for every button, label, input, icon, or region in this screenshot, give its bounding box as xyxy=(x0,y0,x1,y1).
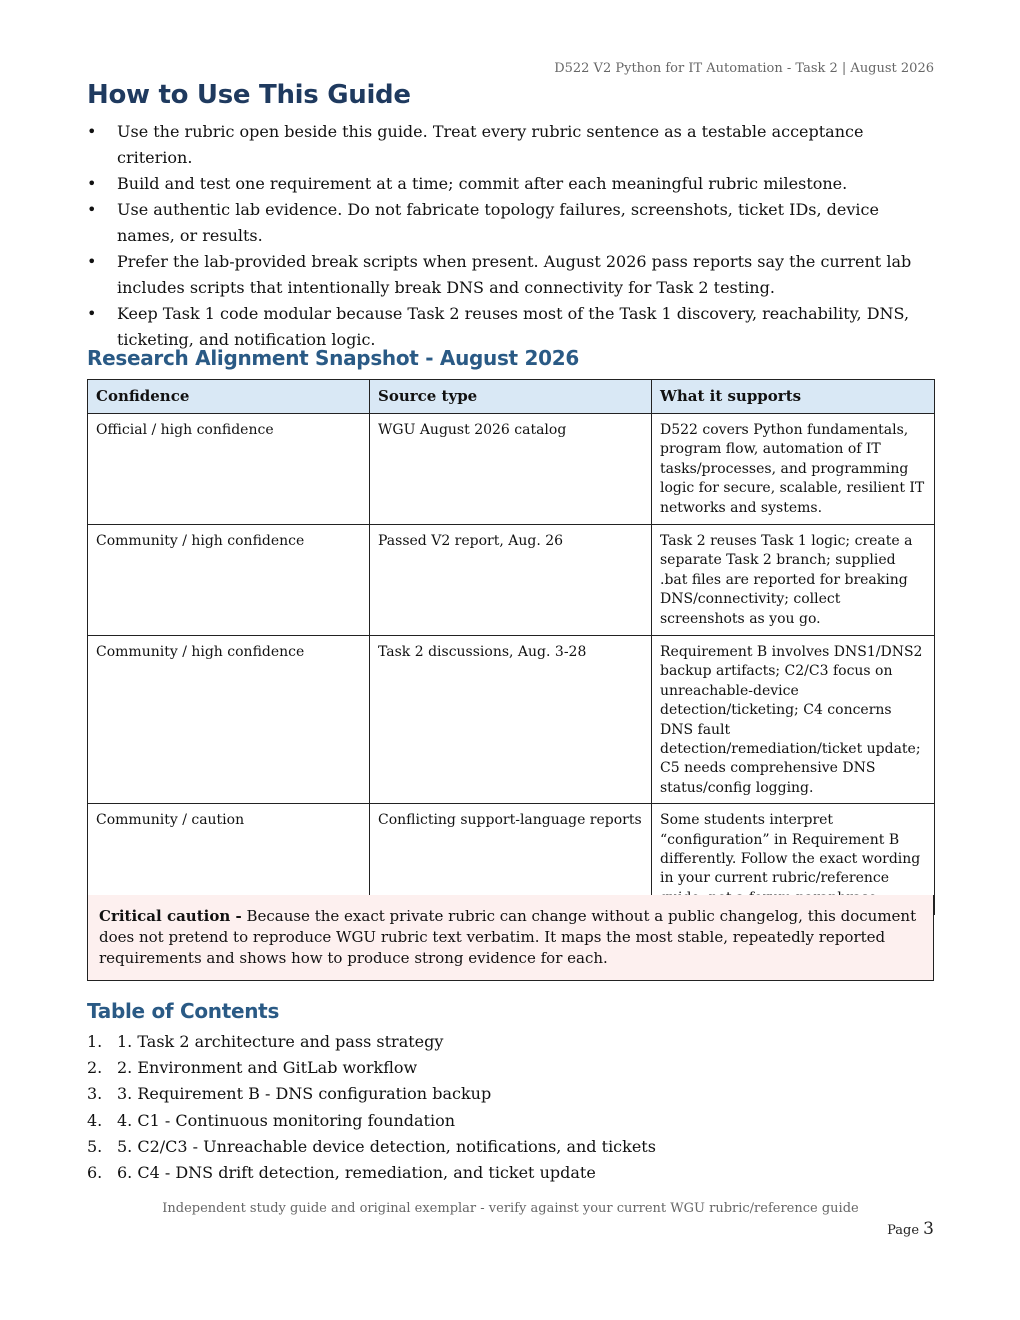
table-row xyxy=(88,414,935,525)
table-cell: Task 2 reuses Task 1 logic; create a separate Task 2 branch; supplied .bat files are reported for breaking DNS/connectivity; collect screenshots as you go. xyxy=(652,525,935,636)
table-cell: Community / caution xyxy=(88,804,370,915)
list-item-text: Use authentic lab evidence. Do not fabricate topology failures, screenshots, ticket IDs, device names, or results. xyxy=(117,200,879,245)
table-row xyxy=(88,525,935,636)
research-section-title: Research Alignment Snapshot - August 2026 xyxy=(87,346,579,370)
bullet-icon: • xyxy=(87,122,97,141)
toc-item[interactable] xyxy=(87,1029,934,1055)
toc-item-number: 5. xyxy=(87,1136,103,1156)
toc-item-number: 2. xyxy=(87,1058,103,1078)
toc-item-number: 6. xyxy=(87,1163,103,1183)
table-of-contents xyxy=(87,1029,934,1186)
bullet-icon: • xyxy=(87,200,97,219)
toc-item[interactable] xyxy=(87,1134,934,1160)
toc-item-number: 3. xyxy=(87,1084,103,1104)
bullet-icon: • xyxy=(87,174,97,193)
critical-caution-note xyxy=(87,895,934,981)
running-header: D522 V2 Python for IT Automation - Task 2 | August 2026 xyxy=(554,61,934,76)
page-label: Page xyxy=(887,1223,920,1238)
list-item-text: Build and test one requirement at a time; commit after each meaningful rubric milestone. xyxy=(117,174,848,193)
caution-text: Because the exact private rubric can change without a public changelog, this document does not pretend to reproduce WGU rubric text verbatim. It maps the most stable, repeatedly reported requirements and shows how to produce strong evidence for each. xyxy=(99,907,917,967)
toc-item-number: 1. xyxy=(87,1032,103,1051)
table-cell: Passed V2 report, Aug. 26 xyxy=(370,525,652,636)
caution-label: Critical caution - xyxy=(99,907,242,925)
toc-title: Table of Contents xyxy=(87,999,280,1023)
table-cell: Task 2 discussions, Aug. 3-28 xyxy=(370,636,652,804)
column-header-confidence: Confidence xyxy=(88,380,370,414)
toc-item-label: 2. Environment and GitLab workflow xyxy=(117,1058,418,1078)
table-cell: Community / high confidence xyxy=(88,636,370,804)
column-header-what-it-supports: What it supports xyxy=(652,380,935,414)
bullet-icon: • xyxy=(87,252,97,271)
page-title: How to Use This Guide xyxy=(87,80,411,110)
toc-item[interactable] xyxy=(87,1055,934,1081)
table-header-row xyxy=(88,380,935,414)
toc-item[interactable] xyxy=(87,1108,934,1134)
list-item xyxy=(87,119,934,171)
page-footer: Independent study guide and original exemplar - verify against your current WGU rubric/reference guide xyxy=(162,1201,859,1216)
guide-bullet-list xyxy=(87,119,934,353)
bullet-icon: • xyxy=(87,304,97,323)
list-item xyxy=(87,249,934,301)
toc-item-label: 5. C2/C3 - Unreachable device detection, notifications, and tickets xyxy=(117,1136,656,1156)
table-cell: Conflicting support-language reports xyxy=(370,804,652,915)
list-item-text: Use the rubric open beside this guide. Treat every rubric sentence as a testable acceptance criterion. xyxy=(117,122,864,167)
column-header-source-type: Source type xyxy=(370,380,652,414)
table-cell: D522 covers Python fundamentals, program flow, automation of IT tasks/processes, and programming logic for secure, scalable, resilient IT networks and systems. xyxy=(652,414,935,525)
toc-item[interactable] xyxy=(87,1160,934,1186)
table-row xyxy=(88,636,935,804)
toc-item-label: 1. Task 2 architecture and pass strategy xyxy=(117,1032,444,1051)
table-cell: Community / high confidence xyxy=(88,525,370,636)
list-item xyxy=(87,197,934,249)
toc-item-label: 3. Requirement B - DNS configuration backup xyxy=(117,1084,492,1104)
list-item-text: Keep Task 1 code modular because Task 2 reuses most of the Task 1 discovery, reachability, DNS, ticketing, and notification logic. xyxy=(117,304,910,349)
toc-item-number: 4. xyxy=(87,1110,103,1130)
list-item xyxy=(87,171,934,197)
list-item-text: Prefer the lab-provided break scripts when present. August 2026 pass reports say the current lab includes scripts that intentionally break DNS and connectivity for Task 2 testing. xyxy=(117,252,912,297)
table-cell: Official / high confidence xyxy=(88,414,370,525)
toc-item[interactable] xyxy=(87,1081,934,1107)
research-table xyxy=(87,379,935,915)
table-cell: Requirement B involves DNS1/DNS2 backup artifacts; C2/C3 focus on unreachable-device detection/ticketing; C4 concerns DNS fault detection/remediation/ticket update; C5 needs comprehensive DNS status/config logging. xyxy=(652,636,935,804)
toc-item-label: 4. C1 - Continuous monitoring foundation xyxy=(117,1110,456,1130)
toc-item-label: 6. C4 - DNS drift detection, remediation, and ticket update xyxy=(117,1163,596,1183)
table-cell: WGU August 2026 catalog xyxy=(370,414,652,525)
page-number xyxy=(887,1219,934,1239)
table-cell: Some students interpret “configuration” in Requirement B differently. Follow the exact wording in your current rubric/reference xyxy=(652,804,935,915)
page-number-value: 3 xyxy=(923,1219,934,1239)
